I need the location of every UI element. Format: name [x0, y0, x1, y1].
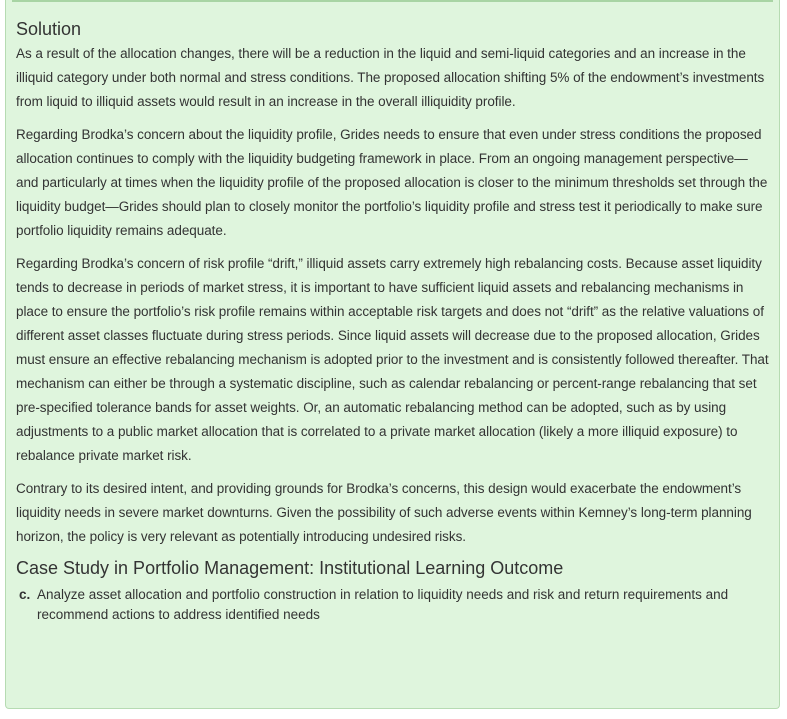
list-marker: c. — [19, 587, 31, 602]
learning-outcome-item — [19, 585, 769, 625]
solution-paragraph-2: Regarding Brodka’s concern about the liquidity profile, Grides needs to ensure that even under stress conditions the proposed allocation continues to comply with the liquidity budgeting framework in place. From an ongoing management perspective—and particularly at times when the liquidity profile of the proposed allocation is closer to the minimum thresholds set through the liquidity budget—Grides should plan to closely monitor the portfolio’s liquidity profile and stress test it periodically to make sure portfolio liquidity remains adequate. — [16, 127, 768, 238]
solution-heading: Solution — [16, 19, 82, 39]
solution-paragraph-1: As a result of the allocation changes, there will be a reduction in the liquid and semi-liquid categories and an increase in the illiquid category under both normal and stress conditions. The proposed allocation shifting 5% of the endowment’s investments from liquid to illiquid assets would result in an increase in the overall illiquidity profile. — [16, 46, 765, 109]
solution-panel — [5, 0, 780, 709]
learning-outcome-heading: Case Study in Portfolio Management: Institutional Learning Outcome — [16, 558, 564, 578]
panel-top-divider — [12, 0, 773, 2]
solution-paragraph-4: Contrary to its desired intent, and providing grounds for Brodka’s concerns, this design would exacerbate the endowment’s liquidity needs in severe market downturns. Given the possibility of such adverse events within Kemney’s long-term planning horizon, the policy is very relevant as potentially introducing undesired risks. — [16, 481, 752, 544]
learning-outcome-list — [16, 585, 769, 625]
learning-outcome-text: Analyze asset allocation and portfolio construction in relation to liquidity needs and risk and return requirements and recommend actions to address identified needs — [37, 587, 729, 622]
solution-paragraph-3: Regarding Brodka’s concern of risk profile “drift,” illiquid assets carry extremely high rebalancing costs. Because asset liquidity tends to decrease in periods of market stress, it is important to have sufficient liquid assets and rebalancing mechanisms in place to ensure the portfolio’s risk profile remains within acceptable risk targets and does not “drift” as the relative valuations of different asset classes fluctuate during stress periods. Since liquid assets will decrease due to the proposed allocation, Grides must ensure an effective rebalancing mechanism is adopted prior to the investment and is consistently followed thereafter. That mechanism can either be through a systematic discipline, such as calendar rebalancing or percent-range rebalancing that set pre-specified tolerance bands for asset weights. Or, an automatic rebalancing method can be adopted, such as by using adjustments to a public market allocation that is correlated to a private market allocation (likely a more illiquid exposure) to rebalance private market risk. — [16, 256, 769, 463]
